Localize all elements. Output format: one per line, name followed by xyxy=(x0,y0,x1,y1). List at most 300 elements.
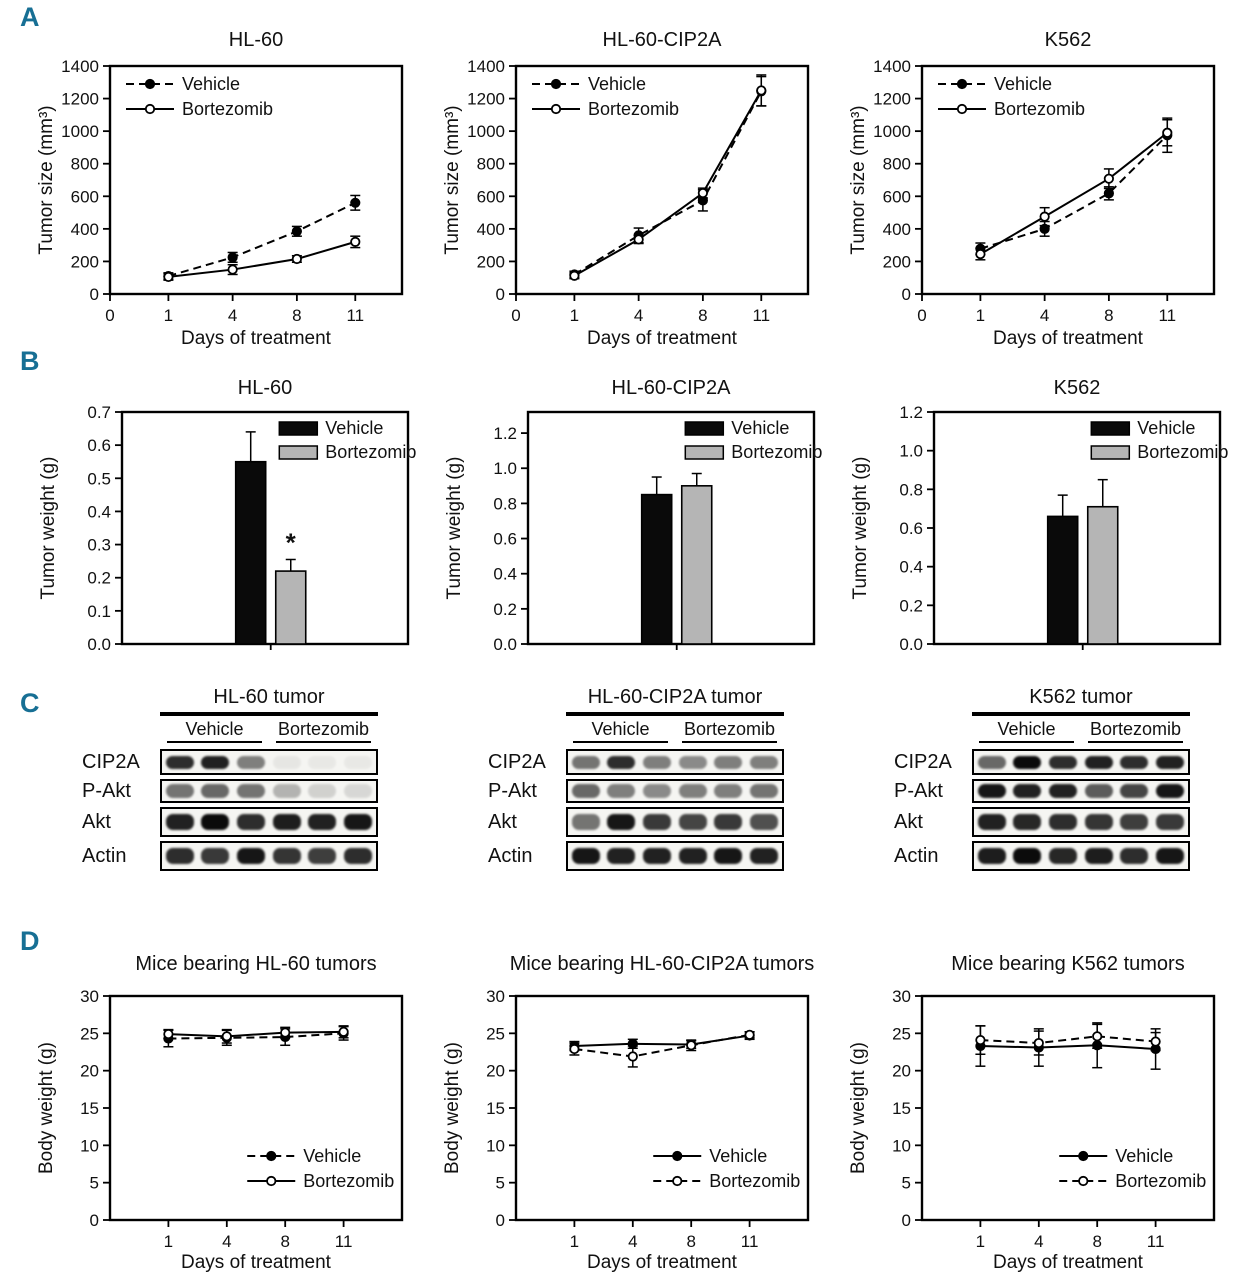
y-tick-label: 0.4 xyxy=(493,564,517,584)
open-marker xyxy=(757,86,765,94)
y-tick-label: 30 xyxy=(892,987,911,1006)
blot-condition-underline xyxy=(167,741,263,743)
y-tick-label: 0.4 xyxy=(87,502,111,522)
x-axis-label: Days of treatment xyxy=(993,1252,1143,1273)
protein-band xyxy=(607,848,635,864)
bar-bortezomib xyxy=(276,559,306,644)
blot-lane-box xyxy=(160,807,378,837)
legend-marker xyxy=(958,80,966,88)
protein-band xyxy=(607,756,635,769)
bar-bortezomib xyxy=(682,474,712,644)
x-tick-label: 4 xyxy=(628,1232,638,1251)
open-marker xyxy=(1035,1039,1043,1047)
open-marker xyxy=(1151,1037,1159,1045)
legend-marker xyxy=(673,1177,681,1185)
y-tick-label: 0.2 xyxy=(899,596,923,616)
blot-rows xyxy=(894,749,1238,871)
chart-svg xyxy=(30,920,426,1278)
x-tick-label: 8 xyxy=(292,306,302,325)
blot-condition-underline xyxy=(682,741,778,743)
y-tick-label: 0 xyxy=(89,285,99,304)
legend-swatch xyxy=(1091,422,1129,435)
chart-svg xyxy=(842,920,1238,1278)
blot-header xyxy=(566,686,784,743)
chart-title: HL-60-CIP2A xyxy=(611,377,731,399)
y-tick-label: 0.0 xyxy=(493,635,517,654)
open-marker xyxy=(570,272,578,280)
blot-title: K562 tumor xyxy=(1029,686,1133,708)
protein-band xyxy=(978,756,1006,769)
blot-conditions xyxy=(972,719,1190,743)
legend-swatch xyxy=(685,446,723,459)
y-tick-label: 800 xyxy=(476,154,505,174)
bar-vehicle xyxy=(1048,495,1078,644)
protein-band xyxy=(572,814,600,830)
x-tick-label: 8 xyxy=(698,306,708,325)
y-tick-label: 15 xyxy=(892,1099,911,1118)
open-marker xyxy=(1105,174,1113,182)
legend-label: Bortezomib xyxy=(994,99,1086,119)
protein-band xyxy=(237,814,265,830)
protein-band xyxy=(714,848,742,864)
bar-vehicle xyxy=(236,432,266,644)
y-tick-label: 800 xyxy=(882,154,911,174)
protein-band xyxy=(643,784,671,798)
legend-label: Vehicle xyxy=(325,418,384,438)
protein-band xyxy=(714,784,742,798)
panel-d-letter: D xyxy=(20,926,40,956)
x-tick-label: 4 xyxy=(1034,1232,1044,1251)
legend-label: Bortezomib xyxy=(325,442,417,462)
protein-band xyxy=(572,784,600,798)
protein-band xyxy=(750,784,778,798)
chart-tumor-weight-hl60 xyxy=(30,360,426,670)
protein-band xyxy=(1049,848,1077,864)
open-marker xyxy=(293,255,301,263)
protein-band xyxy=(679,848,707,864)
protein-band xyxy=(679,756,707,769)
y-axis-label: Tumor size (mm³) xyxy=(442,105,463,255)
chart-svg xyxy=(436,360,832,668)
protein-band xyxy=(166,784,194,798)
blot-title: HL-60 tumor xyxy=(213,686,325,708)
y-tick-label: 20 xyxy=(486,1061,505,1081)
protein-band xyxy=(572,756,600,769)
chart-svg xyxy=(842,360,1238,668)
y-tick-label: 600 xyxy=(70,187,99,207)
x-axis-label: Days of treatment xyxy=(181,328,331,349)
blot-lane-box xyxy=(160,749,378,775)
blot-condition-bortezomib xyxy=(1081,719,1190,743)
chart-tumor-weight-hl60-cip2a xyxy=(436,360,832,670)
protein-band xyxy=(643,848,671,864)
x-tick-label: 1 xyxy=(163,1232,174,1251)
x-tick-label: 4 xyxy=(227,306,238,325)
x-tick-label: 11 xyxy=(752,306,771,325)
y-axis-label: Tumor weight (g) xyxy=(38,456,59,600)
blot-row-akt xyxy=(488,807,832,837)
blot-condition-underline xyxy=(979,741,1075,743)
blot-row-actin xyxy=(894,841,1238,871)
panel-a xyxy=(0,0,1249,360)
series-vehicle xyxy=(975,118,1172,254)
y-tick-label: 1200 xyxy=(467,89,505,109)
y-tick-label: 400 xyxy=(476,219,505,239)
y-tick-label: 15 xyxy=(486,1099,505,1118)
x-tick-label: 1 xyxy=(975,1232,986,1251)
legend-label: Vehicle xyxy=(731,418,790,438)
y-tick-label: 0.6 xyxy=(87,436,111,456)
chart-svg xyxy=(30,360,426,668)
y-tick-label: 800 xyxy=(70,154,99,174)
blot-lane-box xyxy=(972,807,1190,837)
x-tick-label: 4 xyxy=(633,306,644,325)
y-axis-label: Tumor size (mm³) xyxy=(848,105,869,255)
y-tick-label: 200 xyxy=(70,252,99,272)
series-vehicle xyxy=(569,1031,754,1050)
protein-band xyxy=(308,784,336,798)
protein-band xyxy=(273,784,301,798)
legend-label: Vehicle xyxy=(709,1146,768,1166)
y-tick-label: 1200 xyxy=(873,89,911,109)
blot-condition-label: Bortezomib xyxy=(277,719,370,739)
y-tick-label: 1.0 xyxy=(493,459,517,479)
y-axis-label: Body weight (g) xyxy=(848,1041,869,1175)
blot-condition-label: Vehicle xyxy=(185,719,244,739)
blot-condition-label: Vehicle xyxy=(591,719,650,739)
chart-svg xyxy=(436,0,832,356)
blot-lane-box xyxy=(566,779,784,803)
legend-marker xyxy=(1079,1152,1087,1160)
protein-band xyxy=(344,756,372,769)
y-tick-label: 30 xyxy=(486,987,505,1006)
y-axis-label: Tumor weight (g) xyxy=(444,456,465,600)
panel-c-letter: C xyxy=(20,688,40,718)
filled-marker xyxy=(351,199,359,207)
protein-band xyxy=(166,848,194,864)
blot-row-label: Actin xyxy=(82,844,127,867)
open-marker xyxy=(223,1032,231,1040)
blot-condition-bortezomib xyxy=(269,719,378,743)
y-tick-label: 1400 xyxy=(61,57,99,76)
y-tick-label: 0.1 xyxy=(87,601,111,621)
x-tick-label: 1 xyxy=(569,1232,580,1251)
filled-marker xyxy=(1105,189,1113,197)
protein-band xyxy=(572,848,600,864)
protein-band xyxy=(1085,814,1113,830)
protein-band xyxy=(344,814,372,830)
chart-svg xyxy=(842,0,1238,356)
y-axis-label: Tumor size (mm³) xyxy=(36,105,57,255)
x-axis-label: Days of treatment xyxy=(587,328,737,349)
protein-band xyxy=(1013,848,1041,864)
legend-marker xyxy=(267,1152,275,1160)
y-tick-label: 0 xyxy=(495,285,505,304)
protein-band xyxy=(237,784,265,798)
protein-band xyxy=(1013,756,1041,769)
legend-label: Vehicle xyxy=(994,74,1053,94)
legend-label: Bortezomib xyxy=(588,99,680,119)
chart-svg xyxy=(30,0,426,356)
blot-group xyxy=(436,670,832,920)
legend-marker xyxy=(146,105,154,113)
legend-label: Vehicle xyxy=(1137,418,1196,438)
protein-band xyxy=(1085,848,1113,864)
chart-title: K562 xyxy=(1053,377,1101,399)
y-tick-label: 0.0 xyxy=(87,635,111,654)
protein-band xyxy=(1049,814,1077,830)
protein-band xyxy=(273,756,301,769)
legend-marker xyxy=(1079,1177,1087,1185)
blot-group xyxy=(30,670,426,920)
protein-band xyxy=(1013,814,1041,830)
blot-row-label: CIP2A xyxy=(488,750,546,773)
protein-band xyxy=(1049,784,1077,798)
protein-band xyxy=(978,814,1006,830)
protein-band xyxy=(750,848,778,864)
legend-marker xyxy=(958,105,966,113)
blot-condition-underline xyxy=(573,741,669,743)
blot-row-label: Actin xyxy=(488,844,533,867)
y-tick-label: 1000 xyxy=(61,122,99,142)
legend-swatch xyxy=(685,422,723,435)
x-tick-label: 4 xyxy=(1039,306,1050,325)
panel-d xyxy=(0,920,1249,1280)
open-marker xyxy=(339,1028,347,1036)
x-tick-label: 4 xyxy=(222,1232,232,1251)
series-bortezomib xyxy=(569,1031,754,1067)
series-bortezomib xyxy=(163,236,360,281)
protein-band xyxy=(643,756,671,769)
y-tick-label: 5 xyxy=(495,1173,505,1193)
y-tick-label: 0 xyxy=(89,1211,99,1230)
y-tick-label: 0.8 xyxy=(493,494,517,514)
protein-band xyxy=(679,784,707,798)
protein-band xyxy=(166,756,194,769)
open-marker xyxy=(634,235,642,243)
legend-swatch xyxy=(1091,446,1129,459)
open-marker xyxy=(629,1052,637,1060)
series-vehicle xyxy=(163,1027,348,1047)
open-marker xyxy=(164,1030,172,1038)
legend-marker xyxy=(146,80,154,88)
legend-label: Bortezomib xyxy=(182,99,274,119)
series-bortezomib xyxy=(163,1026,348,1043)
chart-title: Mice bearing HL-60 tumors xyxy=(135,953,377,975)
legend-label: Bortezomib xyxy=(303,1171,395,1191)
protein-band xyxy=(1120,848,1148,864)
protein-band xyxy=(1120,814,1148,830)
y-tick-label: 0.2 xyxy=(87,568,111,588)
blot-row-cip2a xyxy=(82,749,426,775)
protein-band xyxy=(201,848,229,864)
y-tick-label: 600 xyxy=(476,187,505,207)
protein-band xyxy=(978,784,1006,798)
blot-conditions xyxy=(160,719,378,743)
legend-label: Bortezomib xyxy=(1115,1171,1207,1191)
protein-band xyxy=(1156,848,1184,864)
blot-title: HL-60-CIP2A tumor xyxy=(587,686,763,708)
y-tick-label: 0.2 xyxy=(493,599,517,619)
y-tick-label: 0 xyxy=(901,285,911,304)
open-marker xyxy=(570,1045,578,1053)
panel-c xyxy=(0,670,1249,920)
series-bortezomib xyxy=(975,120,1172,260)
protein-band xyxy=(1156,814,1184,830)
x-tick-label: 8 xyxy=(1104,306,1114,325)
open-marker xyxy=(1093,1032,1101,1040)
x-tick-label: 0 xyxy=(511,306,521,325)
blot-row-label: Akt xyxy=(488,810,517,833)
y-tick-label: 30 xyxy=(80,987,99,1006)
protein-band xyxy=(273,814,301,830)
y-tick-label: 15 xyxy=(80,1099,99,1118)
open-marker xyxy=(976,1036,984,1044)
chart-body-weight-hl60 xyxy=(30,920,426,1280)
y-tick-label: 1400 xyxy=(467,57,505,76)
legend-marker xyxy=(552,80,560,88)
x-tick-label: 8 xyxy=(1092,1232,1102,1251)
y-tick-label: 0.0 xyxy=(899,635,923,654)
protein-band xyxy=(750,756,778,769)
significance-asterisk: * xyxy=(285,527,296,558)
blot-condition-vehicle xyxy=(566,719,675,743)
panel-b xyxy=(0,346,1249,670)
y-tick-label: 10 xyxy=(892,1136,911,1156)
legend-marker xyxy=(267,1177,275,1185)
legend-label: Vehicle xyxy=(1115,1146,1174,1166)
blot-condition-vehicle xyxy=(160,719,269,743)
y-tick-label: 0.8 xyxy=(899,480,923,500)
open-marker xyxy=(281,1028,289,1036)
y-axis-label: Body weight (g) xyxy=(442,1041,463,1175)
x-tick-label: 0 xyxy=(105,306,115,325)
y-tick-label: 1000 xyxy=(467,122,505,142)
y-tick-label: 0.6 xyxy=(899,519,923,538)
protein-band xyxy=(201,756,229,769)
protein-band xyxy=(607,814,635,830)
y-tick-label: 200 xyxy=(476,252,505,272)
protein-band xyxy=(237,756,265,769)
y-tick-label: 1200 xyxy=(61,89,99,109)
open-marker xyxy=(1040,212,1048,220)
blot-row-p-akt xyxy=(82,779,426,803)
protein-band xyxy=(273,848,301,864)
y-tick-label: 0.6 xyxy=(493,529,517,549)
bar-bortezomib xyxy=(1088,480,1118,644)
blot-condition-label: Vehicle xyxy=(997,719,1056,739)
legend-label: Bortezomib xyxy=(709,1171,801,1191)
open-marker xyxy=(699,189,707,197)
blot-row-cip2a xyxy=(488,749,832,775)
blot-row-p-akt xyxy=(894,779,1238,803)
y-tick-label: 5 xyxy=(89,1173,99,1193)
blot-rows xyxy=(488,749,832,871)
protein-band xyxy=(201,784,229,798)
open-marker xyxy=(976,250,984,258)
chart-title: HL-60-CIP2A xyxy=(602,29,722,51)
legend-label: Bortezomib xyxy=(731,442,823,462)
open-marker xyxy=(228,265,236,273)
blot-lane-box xyxy=(160,841,378,871)
protein-band xyxy=(643,814,671,830)
filled-marker xyxy=(293,227,301,235)
panel-b-letter: B xyxy=(20,346,40,376)
protein-band xyxy=(344,848,372,864)
legend-label: Vehicle xyxy=(303,1146,362,1166)
chart-tumor-size-hl60-cip2a xyxy=(436,0,832,360)
blot-conditions xyxy=(566,719,784,743)
y-tick-label: 0 xyxy=(495,1211,505,1230)
x-tick-label: 11 xyxy=(334,1232,353,1251)
x-tick-label: 11 xyxy=(740,1232,759,1251)
open-marker xyxy=(1163,129,1171,137)
y-tick-label: 400 xyxy=(882,219,911,239)
blot-row-label: P-Akt xyxy=(894,779,943,802)
blot-condition-label: Bortezomib xyxy=(683,719,776,739)
blot-lane-box xyxy=(972,749,1190,775)
western-blots xyxy=(30,670,1249,920)
protein-band xyxy=(607,784,635,798)
open-marker xyxy=(351,238,359,246)
blot-lane-box xyxy=(566,807,784,837)
y-tick-label: 0.3 xyxy=(87,535,111,555)
series-vehicle xyxy=(975,1023,1160,1069)
panel-a-letter: A xyxy=(20,2,40,32)
blot-lane-box xyxy=(972,779,1190,803)
protein-band xyxy=(308,814,336,830)
legend-label: Vehicle xyxy=(182,74,241,94)
blot-row-actin xyxy=(488,841,832,871)
y-tick-label: 20 xyxy=(80,1061,99,1081)
chart-title: HL-60 xyxy=(237,377,293,399)
x-tick-label: 1 xyxy=(975,306,986,325)
y-tick-label: 5 xyxy=(901,1173,911,1193)
blot-lane-box xyxy=(566,749,784,775)
blot-condition-bortezomib xyxy=(675,719,784,743)
protein-band xyxy=(201,814,229,830)
blot-row-label: CIP2A xyxy=(894,750,952,773)
chart-tumor-size-k562 xyxy=(842,0,1238,360)
blot-row-label: Actin xyxy=(894,844,939,867)
chart-title: Mice bearing HL-60-CIP2A tumors xyxy=(509,953,815,975)
chart-tumor-size-hl60 xyxy=(30,0,426,360)
blot-title-underline xyxy=(972,712,1190,716)
blot-row-label: P-Akt xyxy=(82,779,131,802)
legend-marker xyxy=(673,1152,681,1160)
protein-band xyxy=(1156,756,1184,769)
protein-band xyxy=(308,756,336,769)
y-tick-label: 1.0 xyxy=(899,441,923,461)
blot-condition-underline xyxy=(1088,741,1184,743)
protein-band xyxy=(1156,784,1184,798)
protein-band xyxy=(1049,756,1077,769)
y-tick-label: 400 xyxy=(70,219,99,239)
open-marker xyxy=(164,273,172,281)
blot-row-actin xyxy=(82,841,426,871)
x-tick-label: 1 xyxy=(163,306,174,325)
series-bortezomib xyxy=(975,1024,1160,1055)
protein-band xyxy=(166,814,194,830)
y-tick-label: 1400 xyxy=(873,57,911,76)
y-tick-label: 1000 xyxy=(873,122,911,142)
blot-header xyxy=(972,686,1190,743)
x-tick-label: 1 xyxy=(569,306,580,325)
y-tick-label: 25 xyxy=(80,1024,99,1044)
x-tick-label: 11 xyxy=(1158,306,1177,325)
open-marker xyxy=(745,1031,753,1039)
blot-condition-vehicle xyxy=(972,719,1081,743)
